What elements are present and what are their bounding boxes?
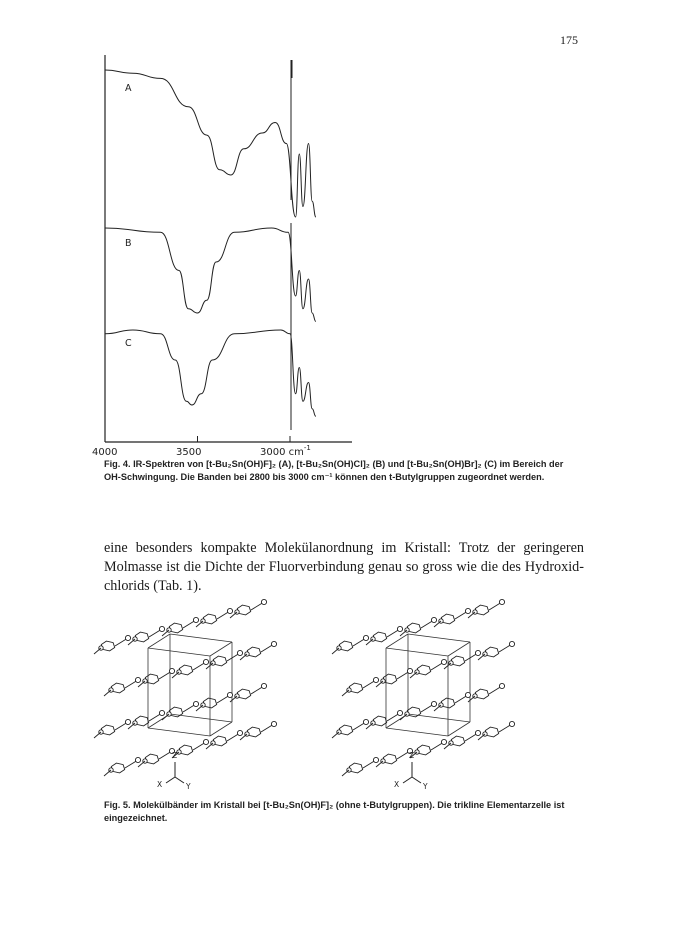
- atom: [261, 599, 266, 604]
- molecule-ring: [475, 605, 488, 615]
- x-tick-4000: 4000: [92, 447, 118, 458]
- trace-label-b: B: [125, 238, 132, 249]
- atom: [271, 641, 276, 646]
- atom: [407, 668, 412, 673]
- molecule-ring: [475, 689, 488, 699]
- atom: [193, 701, 198, 706]
- atom: [441, 739, 446, 744]
- axis-y-left: Y: [186, 782, 191, 791]
- molecule-ring: [111, 683, 124, 693]
- atom: [271, 721, 276, 726]
- molecule-ring: [247, 727, 260, 737]
- x-tick-3000: 3000 $cm^{-1}$: [260, 444, 311, 458]
- atom: [509, 641, 514, 646]
- unit-cell-edge: [386, 648, 448, 656]
- molecule-ring: [383, 754, 396, 764]
- unit-cell-edge: [170, 634, 232, 642]
- axis-x-right: X: [394, 780, 400, 789]
- molecule-ring: [407, 623, 420, 633]
- molecule-ring: [203, 614, 216, 624]
- unit-cell-edge: [170, 714, 232, 722]
- molecule-bond: [94, 732, 101, 738]
- atom: [125, 719, 130, 724]
- molecule-ring: [237, 605, 250, 615]
- atom: [227, 608, 232, 613]
- page-number: 175: [560, 33, 578, 47]
- trace-label-c: C: [125, 338, 132, 349]
- atom: [135, 757, 140, 762]
- atom: [237, 650, 242, 655]
- body-line-2: Molmasse ist die Dichte der Fluorverbindung genau so gross wie die des Hydroxid-: [104, 559, 584, 575]
- molecule-ring: [451, 736, 464, 746]
- axis-z-left: Z: [172, 751, 178, 760]
- molecule-bond: [342, 770, 349, 776]
- molecule-ring: [417, 745, 430, 755]
- molecule-ring: [145, 674, 158, 684]
- molecule-ring: [485, 727, 498, 737]
- axis-y-right: Y: [423, 782, 428, 791]
- molecule-ring: [349, 683, 362, 693]
- atom: [431, 617, 436, 622]
- unit-cell-edge: [386, 728, 448, 736]
- molecule-ring: [135, 716, 148, 726]
- atom: [373, 677, 378, 682]
- unit-cell-edge: [148, 648, 210, 656]
- atom: [465, 692, 470, 697]
- molecule-ring: [247, 647, 260, 657]
- atom: [397, 710, 402, 715]
- stereo-view-right: [332, 599, 515, 776]
- molecule-bond: [94, 648, 101, 654]
- atom: [159, 626, 164, 631]
- molecule-ring: [213, 736, 226, 746]
- atom: [237, 730, 242, 735]
- atom: [397, 626, 402, 631]
- unit-cell-edge: [148, 728, 210, 736]
- molecule-ring: [169, 623, 182, 633]
- atom: [475, 650, 480, 655]
- figure-5-caption: Fig. 5. Molekülbänder im Kristall bei [t-Bu₂Sn(OH)F]₂ (ohne t-Butylgruppen). Die trikline Elementarzelle ist eingezeichnet.: [104, 800, 565, 823]
- molecule-bond: [104, 770, 111, 776]
- molecule-ring: [383, 674, 396, 684]
- molecule-ring: [179, 745, 192, 755]
- atom: [499, 599, 504, 604]
- unit-cell-edge: [210, 642, 232, 656]
- atom: [441, 659, 446, 664]
- axis-z-right: Z: [409, 751, 415, 760]
- stereo-view-left: [94, 599, 277, 776]
- atom: [475, 730, 480, 735]
- molecule-ring: [179, 665, 192, 675]
- molecule-ring: [485, 647, 498, 657]
- atom: [193, 617, 198, 622]
- axis-x-left: X: [157, 780, 163, 789]
- body-line-1: eine besonders kompakte Molekülanordnung im Kristall: Trotz der geringeren: [104, 540, 584, 556]
- molecule-ring: [101, 641, 114, 651]
- atom: [431, 701, 436, 706]
- unit-cell-edge: [408, 634, 470, 642]
- molecule-ring: [373, 632, 386, 642]
- unit-cell-edge: [448, 642, 470, 656]
- molecule-ring: [339, 725, 352, 735]
- molecule-bond: [104, 690, 111, 696]
- body-line-3: chlorids (Tab. 1).: [104, 578, 202, 594]
- atom: [373, 757, 378, 762]
- atom: [499, 683, 504, 688]
- atom: [135, 677, 140, 682]
- molecule-ring: [441, 614, 454, 624]
- molecule-ring: [373, 716, 386, 726]
- atom: [125, 635, 130, 640]
- atom: [203, 659, 208, 664]
- molecule-ring: [417, 665, 430, 675]
- unit-cell-edge: [210, 722, 232, 736]
- molecule-ring: [349, 763, 362, 773]
- molecule-ring: [237, 689, 250, 699]
- molecule-bond: [342, 690, 349, 696]
- atom: [465, 608, 470, 613]
- molecule-ring: [135, 632, 148, 642]
- atom: [227, 692, 232, 697]
- figure-4-caption: Fig. 4. IR-Spektren von [t-Bu₂Sn(OH)F]₂ (A), [t-Bu₂Sn(OH)Cl]₂ (B) und [t-Bu₂Sn(OH)Br]₂ (C) im Bereich der OH-Schwingung. Die Banden bei 2800 bis 3000 cm⁻¹ können den t-Butylgruppen zugeordnet werden.: [104, 459, 564, 482]
- axis-triad-right: [394, 751, 428, 791]
- molecule-ring: [451, 656, 464, 666]
- molecule-ring: [101, 725, 114, 735]
- atom: [261, 683, 266, 688]
- atom: [509, 721, 514, 726]
- atom: [363, 719, 368, 724]
- atom: [203, 739, 208, 744]
- molecule-ring: [145, 754, 158, 764]
- molecule-bond: [332, 648, 339, 654]
- unit-cell-edge: [408, 714, 470, 722]
- molecule-ring: [339, 641, 352, 651]
- atom: [159, 710, 164, 715]
- unit-cell-edge: [448, 722, 470, 736]
- atom: [169, 668, 174, 673]
- trace-label-a: A: [125, 83, 132, 94]
- molecule-bond: [332, 732, 339, 738]
- molecule-ring: [213, 656, 226, 666]
- molecule-ring: [111, 763, 124, 773]
- x-tick-3500: 3500: [176, 447, 202, 458]
- atom: [363, 635, 368, 640]
